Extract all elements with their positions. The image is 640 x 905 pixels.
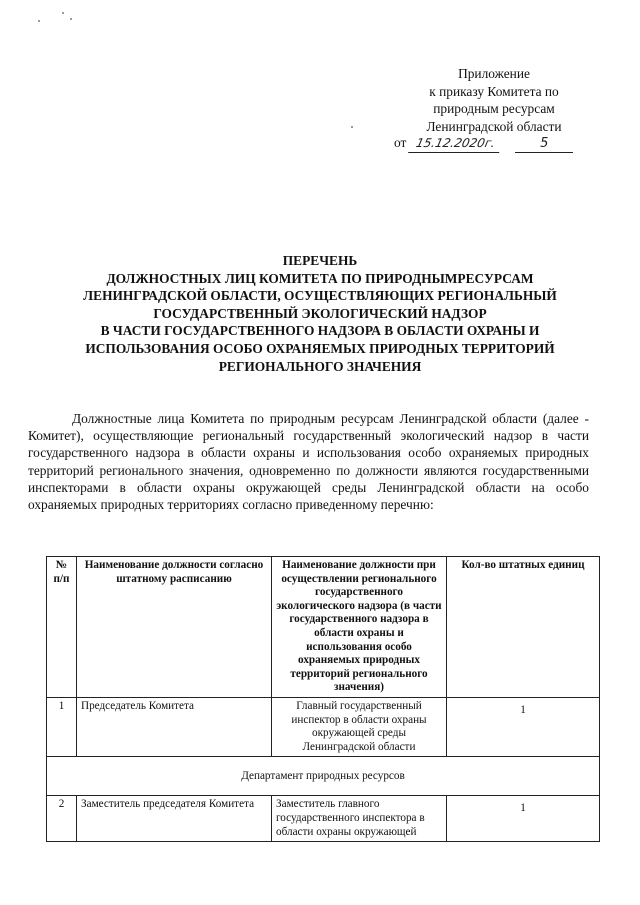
officials-table	[46, 556, 600, 842]
handwritten-number: 5	[515, 135, 573, 153]
header-count: Кол-во штатных единиц	[447, 557, 600, 698]
annex-line: к приказу Комитета по	[429, 83, 559, 99]
header-position: Наименование должности согласно штатному расписанию	[77, 557, 272, 698]
title-line: В ЧАСТИ ГОСУДАРСТВЕННОГО НАДЗОРА В ОБЛАСТИ ОХРАНЫ И	[100, 323, 540, 339]
row-num: 1	[47, 697, 77, 756]
department-row	[47, 757, 600, 796]
intro-paragraph	[28, 410, 589, 513]
header-inspector: Наименование должности при осуществлении регионального государственного экологического надзора (в части государственного надзора в области охраны и использования особо охраняемых природных территорий регионального значения)	[272, 557, 447, 698]
scan-speck	[351, 126, 353, 128]
row-count: 1	[447, 796, 600, 842]
scan-speck	[62, 12, 64, 14]
title-line: ПЕРЕЧЕНЬ	[282, 253, 358, 268]
annex-line: Приложение	[458, 66, 530, 81]
title-line: ЛЕНИНГРАДСКОЙ ОБЛАСТИ, ОСУЩЕСТВЛЯЮЩИХ РЕГИОНАЛЬНЫЙ	[83, 288, 557, 304]
annex-date-line	[394, 134, 604, 153]
header-num: № п/п	[47, 557, 77, 698]
row-position: Председатель Комитета	[77, 697, 272, 756]
row-count: 1	[447, 697, 600, 756]
scan-speck	[38, 20, 40, 22]
annex-line: Ленинградской области	[426, 118, 562, 134]
title-line: ДОЛЖНОСТНЫХ ЛИЦ КОМИТЕТА ПО ПРИРОДНЫМРЕСУРСАМ	[106, 270, 534, 286]
title-line: РЕГИОНАЛЬНОГО ЗНАЧЕНИЯ	[218, 358, 422, 374]
title-line: ИСПОЛЬЗОВАНИЯ ОСОБО ОХРАНЯЕМЫХ ПРИРОДНЫХ ТЕРРИТОРИЙ	[85, 340, 555, 356]
scan-speck	[70, 18, 72, 20]
title-line: ГОСУДАРСТВЕННЫЙ ЭКОЛОГИЧЕСКИЙ НАДЗОР	[153, 305, 487, 321]
intro-text: Должностные лица Комитета по природным ресурсам Ленинградской области (далее - Комитет), осуществляющие региональный государственный экологический надзор в части государственного надзора в области охраны и использования особо охраняемых природных территорий регионального значения, одновременно по должности являются государственными инспекторами в области охраны окружающей среды Ленинградской области на особо охраняемых природных территориях согласно приведенному перечню:	[28, 411, 589, 513]
table-row	[47, 796, 600, 842]
handwritten-date: 15.12.2020г.	[408, 135, 503, 153]
row-num: 2	[47, 796, 77, 842]
department-label: Департамент природных ресурсов	[47, 757, 600, 796]
row-inspector: Главный государственный инспектор в области охраны окружающей среды Ленинградской области	[272, 697, 447, 756]
table-header-row	[47, 557, 600, 698]
date-prefix: от	[394, 135, 407, 150]
row-inspector: Заместитель главного государственного инспектора в области охраны окружающей	[272, 796, 447, 842]
annex-block	[394, 65, 594, 135]
table-row	[47, 697, 600, 756]
document-title	[22, 252, 618, 375]
annex-line: природным ресурсам	[433, 101, 555, 117]
row-position: Заместитель председателя Комитета	[77, 796, 272, 842]
